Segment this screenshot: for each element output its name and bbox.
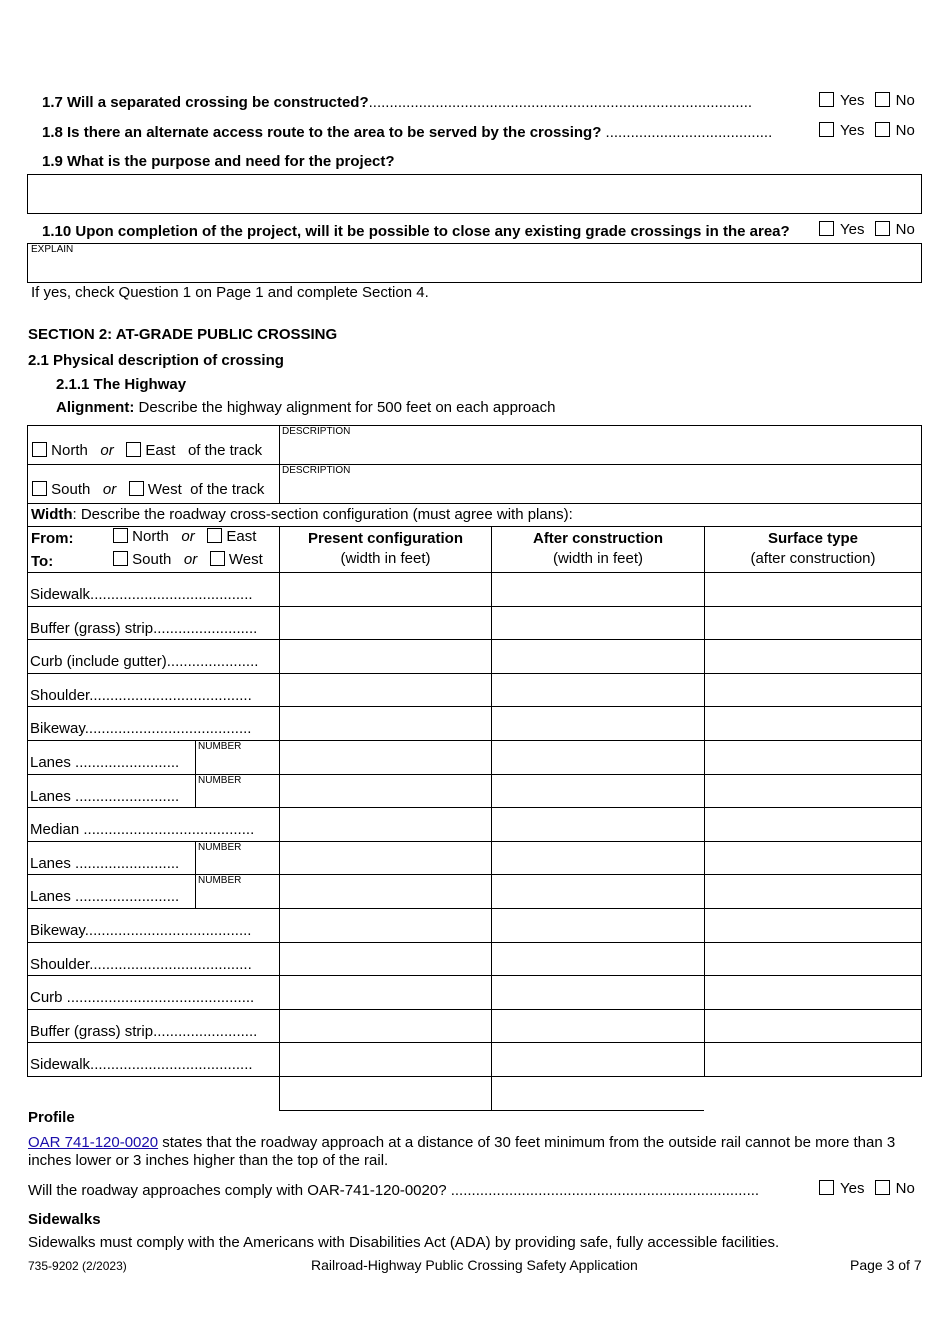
north-east-description-field[interactable] [280,438,921,464]
number-divider [195,774,196,808]
surface-type-input[interactable] [705,741,921,774]
q110-yes-checkbox[interactable] [819,221,834,236]
after-width-input[interactable] [492,875,704,908]
after-width-input[interactable] [492,808,704,841]
header-surface-type: Surface type (after construction) [750,530,876,567]
south-west-selector: South or West of the track [32,481,264,498]
present-width-input[interactable] [280,640,491,673]
north-east-selector: North or East of the track [32,442,262,459]
explain-label: EXPLAIN [31,244,74,255]
section-2-1-1-title: 2.1.1 The Highway [56,376,187,393]
q17-yes-checkbox[interactable] [819,92,834,107]
surface-type-input[interactable] [705,573,921,606]
after-width-input[interactable] [492,775,704,808]
present-width-input[interactable] [280,875,491,908]
present-width-input[interactable] [280,976,491,1009]
present-width-input[interactable] [280,909,491,942]
present-width-input[interactable] [280,573,491,606]
table-row-label: Sidewalk....................................... [30,586,253,603]
present-width-input[interactable] [280,741,491,774]
description-label-2: DESCRIPTION [282,465,351,476]
surface-type-input[interactable] [705,976,921,1009]
number-label: NUMBER [198,842,242,853]
after-width-input[interactable] [492,1010,704,1043]
profile-no-checkbox[interactable] [875,1180,890,1195]
present-width-input[interactable] [280,707,491,740]
q17-no-checkbox[interactable] [875,92,890,107]
table-row-label: Lanes ......................... [30,855,180,872]
present-width-input[interactable] [280,1010,491,1043]
sidewalks-text: Sidewalks must comply with the Americans with Disabilities Act (ADA) by providing safe, fully accessible facilities. [28,1234,780,1251]
table-row-label: Buffer (grass) strip......................... [30,620,258,637]
number-label: NUMBER [198,775,242,786]
question-1-10: 1.10 Upon completion of the project, will it be possible to close any existing grade crossings in the area? [42,223,790,240]
surface-type-input[interactable] [705,875,921,908]
north-checkbox[interactable] [32,442,47,457]
from-selector: North or East [113,528,256,545]
q110-no-checkbox[interactable] [875,221,890,236]
table-row-label: Shoulder....................................... [30,687,252,704]
q17-yes-no: Yes No [819,92,915,109]
east-checkbox[interactable] [126,442,141,457]
table-row-label: Buffer (grass) strip......................... [30,1023,258,1040]
q18-yes-checkbox[interactable] [819,122,834,137]
q18-yes-no: Yes No [819,122,915,139]
profile-yes-checkbox[interactable] [819,1180,834,1195]
after-width-input[interactable] [492,674,704,707]
present-width-input[interactable] [280,674,491,707]
table-left-border [27,503,28,1077]
table-row-label: Median ......................................... [30,821,255,838]
surface-type-input[interactable] [705,640,921,673]
present-width-input[interactable] [280,808,491,841]
to-south-checkbox[interactable] [113,551,128,566]
from-north-checkbox[interactable] [113,528,128,543]
profile-question: Will the roadway approaches comply with OAR-741-120-0020? .......................................................................... [28,1182,760,1199]
question-1-8: 1.8 Is there an alternate access route to the area to be served by the crossing? ........................................ [42,124,773,141]
extra-after-input[interactable] [492,1077,704,1110]
to-selector: South or West [113,551,263,568]
explain-field[interactable] [27,243,922,283]
present-width-input[interactable] [280,943,491,976]
table-row-label: Bikeway........................................ [30,720,252,737]
surface-type-input[interactable] [705,607,921,640]
q110-yes-no: Yes No [819,221,915,238]
q110-note: If yes, check Question 1 on Page 1 and complete Section 4. [31,284,429,301]
table-right-border [921,503,922,1077]
surface-type-input[interactable] [705,943,921,976]
surface-type-input[interactable] [705,674,921,707]
to-label: To: [31,553,54,570]
from-east-checkbox[interactable] [207,528,222,543]
present-width-input[interactable] [280,607,491,640]
table-row-label: Curb (include gutter)...................... [30,653,259,670]
after-width-input[interactable] [492,976,704,1009]
profile-title: Profile [28,1109,75,1126]
description-label-1: DESCRIPTION [282,426,351,437]
form-title: Railroad-Highway Public Crossing Safety Application [311,1257,638,1273]
question-1-9: 1.9 What is the purpose and need for the project? [42,153,395,170]
number-divider [195,874,196,908]
surface-type-input[interactable] [705,842,921,875]
to-west-checkbox[interactable] [210,551,225,566]
extra-present-input[interactable] [280,1077,491,1110]
number-divider [195,841,196,875]
present-width-input[interactable] [280,775,491,808]
after-width-input[interactable] [492,943,704,976]
profile-yes-no: Yes No [819,1180,915,1197]
alignment-instruction: Alignment: Describe the highway alignment for 500 feet on each approach [56,399,556,416]
section-2-title: SECTION 2: AT-GRADE PUBLIC CROSSING [28,326,338,343]
table-row-label: Bikeway........................................ [30,922,252,939]
form-number: 735-9202 (2/2023) [28,1259,127,1273]
surface-type-input[interactable] [705,808,921,841]
after-width-input[interactable] [492,741,704,774]
south-checkbox[interactable] [32,481,47,496]
question-1-7: 1.7 Will a separated crossing be constructed?............................................................................................ [42,94,753,111]
surface-type-input[interactable] [705,909,921,942]
table-row-label: Curb ............................................. [30,989,255,1006]
after-width-input[interactable] [492,842,704,875]
header-present-config: Present configuration (width in feet) [307,530,464,567]
south-west-description-field[interactable] [280,477,921,503]
oar-link[interactable]: OAR 741-120-0020 [28,1134,159,1151]
table-row-label: Lanes ......................... [30,788,180,805]
after-width-input[interactable] [492,1043,704,1076]
section-2-1-title: 2.1 Physical description of crossing [28,352,284,369]
table-row-label: Sidewalk....................................... [30,1056,253,1073]
table-header-top-line [27,526,921,527]
from-label: From: [31,530,74,547]
surface-type-input[interactable] [705,775,921,808]
surface-type-input[interactable] [705,1010,921,1043]
sidewalks-title: Sidewalks [28,1211,101,1228]
after-width-input[interactable] [492,573,704,606]
after-width-input[interactable] [492,640,704,673]
width-instruction: Width: Describe the roadway cross-section configuration (must agree with plans): [31,506,573,523]
after-width-input[interactable] [492,707,704,740]
surface-type-input[interactable] [705,707,921,740]
header-after-construction: After construction (width in feet) [532,530,663,567]
purpose-need-field[interactable] [27,174,922,214]
after-width-input[interactable] [492,607,704,640]
surface-type-input[interactable] [705,1043,921,1076]
after-width-input[interactable] [492,909,704,942]
table-row-label: Lanes ......................... [30,754,180,771]
table-row-label: Lanes ......................... [30,888,180,905]
west-checkbox[interactable] [129,481,144,496]
q18-no-checkbox[interactable] [875,122,890,137]
present-width-input[interactable] [280,1043,491,1076]
number-label: NUMBER [198,875,242,886]
profile-text: OAR 741-120-0020 states that the roadway approach at a distance of 30 feet minimum from the outside rail cannot be more than 3 inches lower or 3 inches higher than the top of the rail. [28,1134,896,1169]
table-row-label: Shoulder....................................... [30,956,252,973]
present-width-input[interactable] [280,842,491,875]
page-number: Page 3 of 7 [850,1257,922,1273]
number-label: NUMBER [198,741,242,752]
number-divider [195,740,196,774]
